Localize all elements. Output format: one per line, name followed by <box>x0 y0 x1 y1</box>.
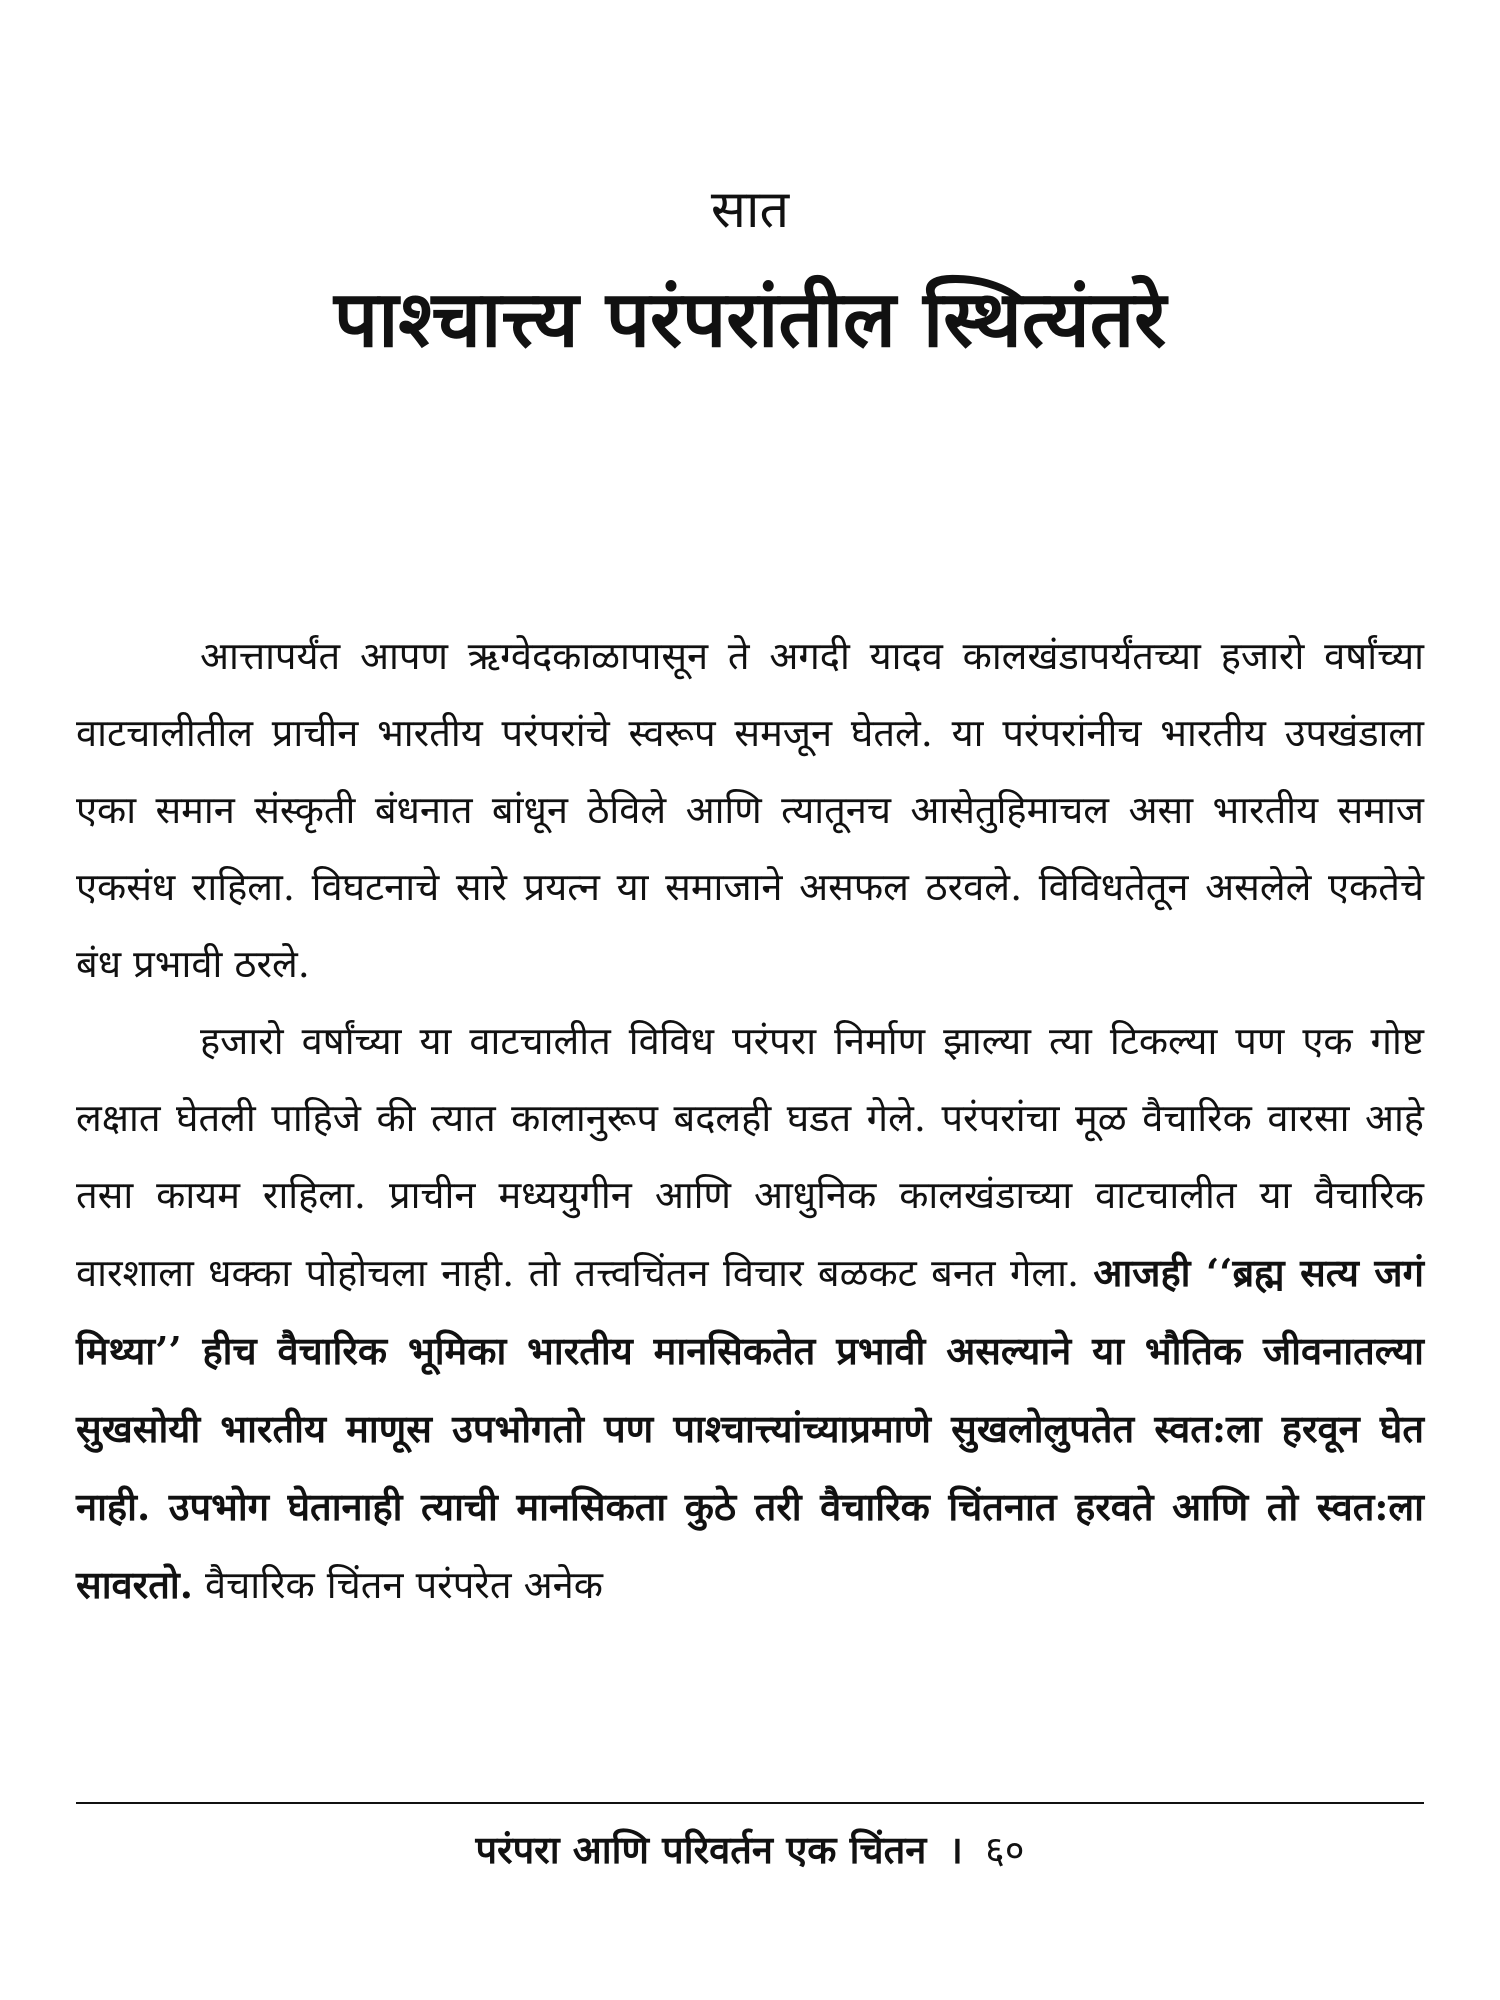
page-footer <box>0 1822 1500 1878</box>
body-text <box>76 618 1424 1624</box>
page-number: ६० <box>985 1828 1025 1872</box>
chapter-number: सात <box>710 180 790 240</box>
paragraph-1: आत्तापर्यंत आपण ऋग्वेदकाळापासून ते अगदी यादव कालखंडापर्यंतच्या हजारो वर्षांच्या वाटचालीतील प्राचीन भारतीय परंपरांचे स्वरूप समजून घेतले. या परंपरांनीच भारतीय उपखंडाला एका समान संस्कृती बंधनात बांधून ठेविले आणि त्यातूनच आसेतुहिमाचल असा भारतीय समाज एकसंध राहिला. विघटनाचे सारे प्रयत्न या समाजाने असफल ठरवले. विविधतेतून असलेले एकतेचे बंध प्रभावी ठरले. <box>76 634 1424 986</box>
footer-rule <box>76 1802 1424 1804</box>
paragraph-2-bold-passage: आजही ‘‘ब्रह्म सत्य जगं मिथ्या’’ हीच वैचारिक भूमिका भारतीय मानसिकतेत प्रभावी असल्याने या भौतिक जीवनातल्या सुखसोयी भारतीय माणूस उपभोगतो पण पाश्चात्त्यांच्याप्रमाणे सुखलोलुपतेत स्वत:ला हरवून घेत नाही. उपभोग घेतानाही त्याची मानसिकता कुठे तरी वैचारिक चिंतनात हरवते आणि तो स्वत:ला सावरतो. <box>76 1250 1424 1607</box>
footer-book-title: परंपरा आणि परिवर्तन एक चिंतन <box>475 1828 927 1872</box>
paragraph-2 <box>76 1003 1424 1624</box>
chapter-title: पाश्चात्त्य परंपरांतील स्थित्यंतरे <box>333 275 1167 365</box>
footer-separator: । <box>948 1827 963 1872</box>
paragraph-2-regular-start: हजारो वर्षांच्या या वाटचालीत विविध परंपरा निर्माण झाल्या त्या टिकल्या पण एक गोष्ट लक्षात घेतली पाहिजे की त्यात कालानुरूप बदलही घडत गेले. परंपरांचा मूळ वैचारिक वारसा आहे तसा कायम राहिला. प्राचीन मध्ययुगीन आणि आधुनिक कालखंडाच्या वाटचालीत या वैचारिक वारशाला धक्का पोहोचला नाही. तो तत्त्वचिंतन विचार बळकट बनत गेला. <box>76 1019 1424 1295</box>
paragraph-2-regular-end: वैचारिक चिंतन परंपरेत अनेक <box>205 1563 603 1607</box>
